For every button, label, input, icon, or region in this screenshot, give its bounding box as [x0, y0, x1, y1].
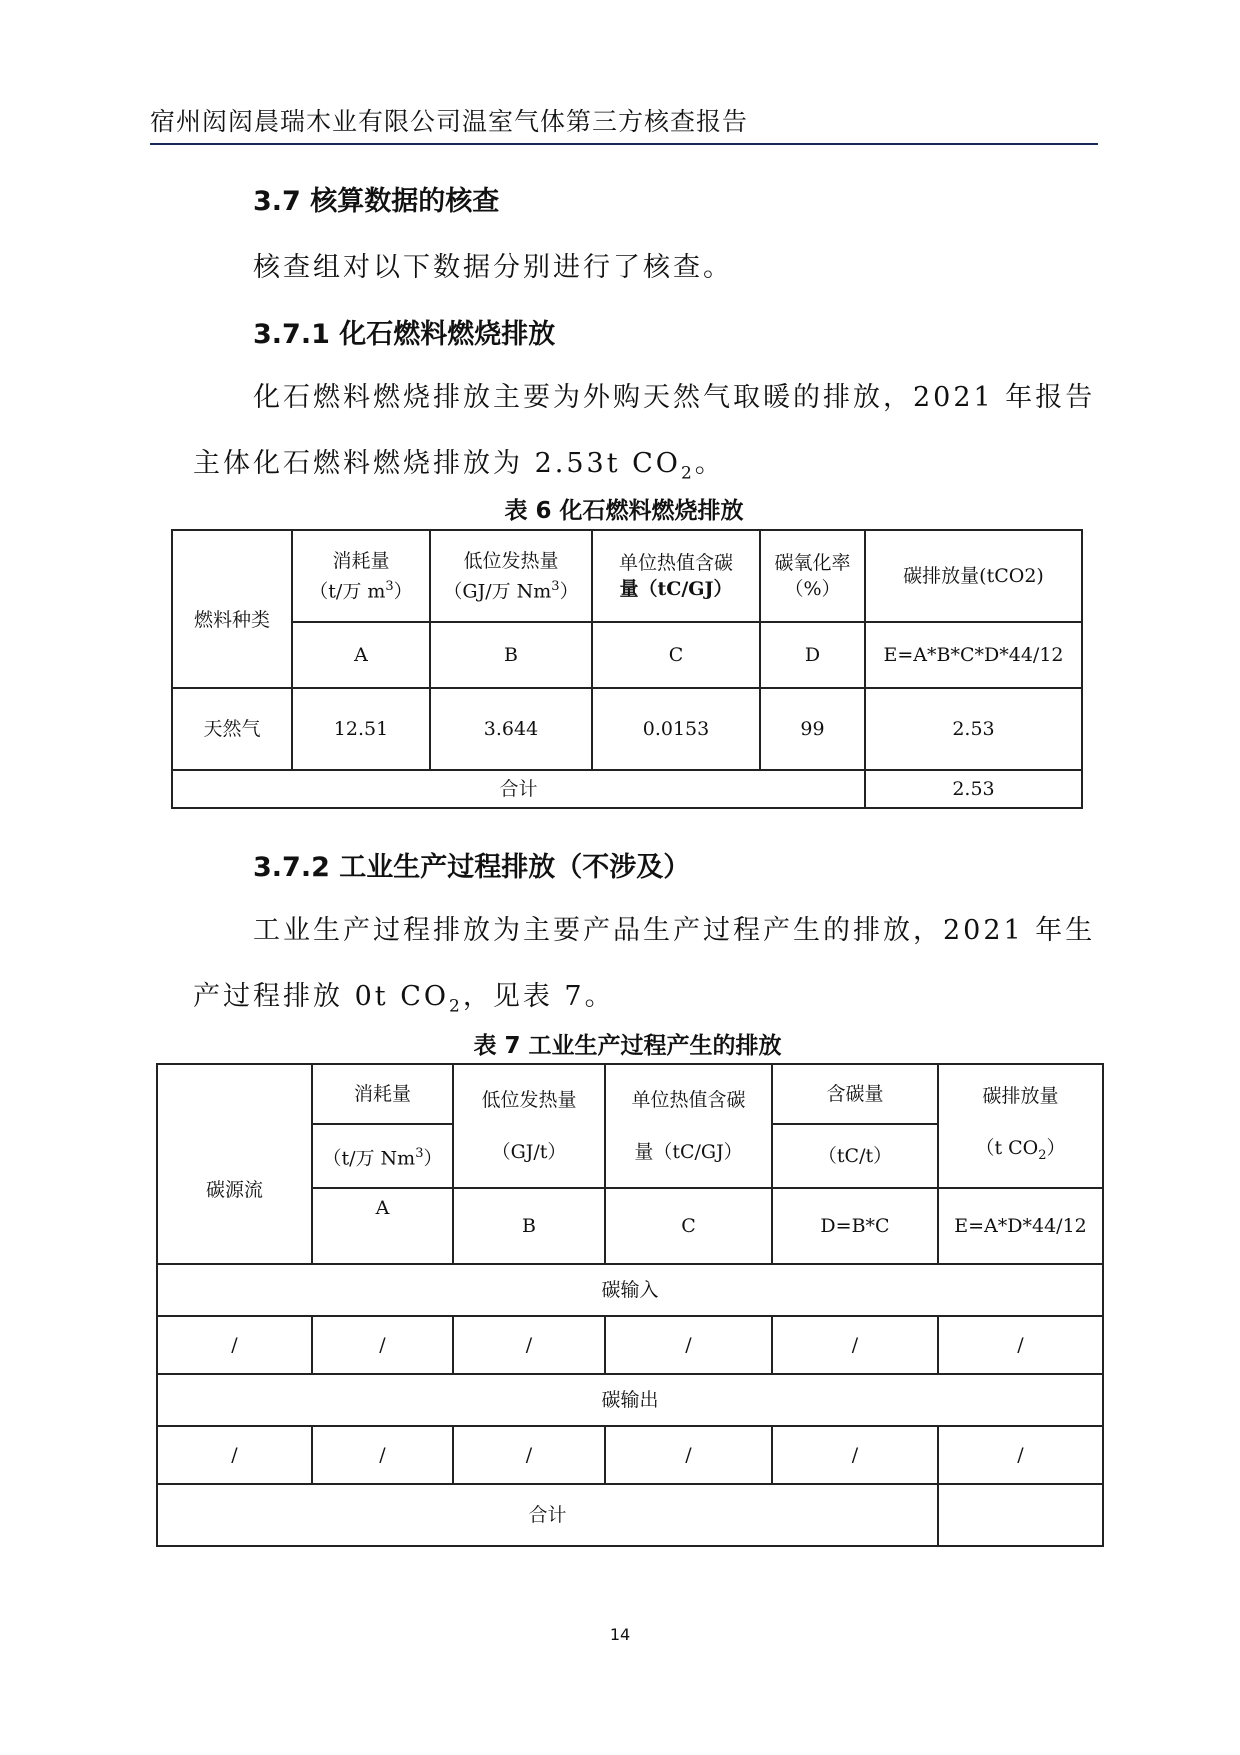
section-3-7-2-heading: 3.7.2 工业生产过程排放（不涉及）	[253, 852, 691, 883]
table7-carbon-input-label: 碳输入	[157, 1264, 1103, 1316]
table6-cell-a: 12.51	[292, 688, 430, 770]
table7-carbon-output-row	[157, 1426, 1103, 1484]
table7-code-c: C	[605, 1188, 772, 1264]
table7-output-cell: /	[453, 1426, 605, 1484]
table7-output-cell: /	[772, 1426, 938, 1484]
section-3-7-heading: 3.7 核算数据的核查	[253, 186, 500, 217]
section-3-7-1-heading: 3.7.1 化石燃料燃烧排放	[253, 319, 556, 350]
table6-header-carbon-content: 单位热值含碳 量（tC/GJ）	[592, 530, 760, 622]
table7-output-cell: /	[605, 1426, 772, 1484]
table7-input-cell: /	[772, 1316, 938, 1374]
table6-caption: 表 6 化石燃料燃烧排放	[504, 498, 744, 524]
table6-header-emission: 碳排放量(tCO2)	[865, 530, 1082, 622]
table6-total-label: 合计	[172, 770, 865, 808]
table6-code-row	[172, 622, 1082, 688]
table7-header-carbon-amount-unit: （tC/t）	[772, 1124, 938, 1188]
table7-total-label: 合计	[157, 1484, 938, 1546]
section-3-7-2-paragraph-line2: 产过程排放 0t $CO_2$，见表 7。	[193, 981, 615, 1017]
table6-total-value: 2.53	[865, 770, 1082, 808]
table7-carbon-input-row	[157, 1316, 1103, 1374]
header-divider	[150, 143, 1098, 145]
table7-output-cell: /	[938, 1426, 1103, 1484]
table7-header-consumption: 消耗量	[312, 1064, 453, 1124]
table7-input-cell: /	[938, 1316, 1103, 1374]
table7-carbon-input-label-row	[157, 1264, 1103, 1316]
table6-cell-e: 2.53	[865, 688, 1082, 770]
table7-caption: 表 7 工业生产过程产生的排放	[473, 1033, 782, 1059]
table6-cell-c: 0.0153	[592, 688, 760, 770]
table6-code-c: C	[592, 622, 760, 688]
table7-input-cell: /	[312, 1316, 453, 1374]
table7-output-cell: /	[157, 1426, 312, 1484]
table6-total-row	[172, 770, 1082, 808]
table6-row-natural-gas	[172, 688, 1082, 770]
section-3-7-intro: 核查组对以下数据分别进行了核查。	[253, 252, 733, 283]
page-header: 宿州闳闳晨瑞木业有限公司温室气体第三方核查报告	[150, 107, 749, 136]
table6-code-e: E=A*B*C*D*44/12	[865, 622, 1082, 688]
table7-header-ncv: 低位发热量 （GJ/t）	[453, 1064, 605, 1188]
table6-header-oxidation: 碳氧化率 （%）	[760, 530, 865, 622]
table6	[171, 529, 1083, 809]
table7-code-a: A	[312, 1188, 453, 1264]
table6-header-ncv: 低位发热量 （GJ/万 Nm$^3$）	[430, 530, 592, 622]
table6-header-consumption: 消耗量 （t/万 $m^3$）	[292, 530, 430, 622]
table7-input-cell: /	[157, 1316, 312, 1374]
table7-carbon-output-label-row	[157, 1374, 1103, 1426]
table7-output-cell: /	[312, 1426, 453, 1484]
table6-code-d: D	[760, 622, 865, 688]
table7-header-source: 碳源流	[157, 1064, 312, 1264]
table7-header-carbon-amount: 含碳量	[772, 1064, 938, 1124]
table7-input-cell: /	[453, 1316, 605, 1374]
table7-carbon-output-label: 碳输出	[157, 1374, 1103, 1426]
table7-header-consumption-unit: （t/万 Nm$^3$）	[312, 1124, 453, 1188]
table7-header-row-1	[157, 1064, 1103, 1124]
section-3-7-1-paragraph-line2: 主体化石燃料燃烧排放为 2.53t $CO_2$。	[193, 448, 725, 484]
table7	[156, 1063, 1104, 1547]
table7-input-cell: /	[605, 1316, 772, 1374]
table7-code-e: E=A*D*44/12	[938, 1188, 1103, 1264]
page-number: 14	[609, 1625, 631, 1644]
table6-header-row	[172, 530, 1082, 622]
table6-cell-b: 3.644	[430, 688, 592, 770]
table7-header-carbon-content: 单位热值含碳 量（tC/GJ）	[605, 1064, 772, 1188]
table6-cell-d: 99	[760, 688, 865, 770]
table6-cell-fuel: 天然气	[172, 688, 292, 770]
section-3-7-1-paragraph-line1: 化石燃料燃烧排放主要为外购天然气取暖的排放，2021 年报告	[253, 382, 1096, 413]
table7-code-d: D=B*C	[772, 1188, 938, 1264]
table7-header-emission: 碳排放量 （t $CO_2$）	[938, 1064, 1103, 1188]
table6-code-a: A	[292, 622, 430, 688]
table7-total-row	[157, 1484, 1103, 1546]
section-3-7-2-paragraph-line1: 工业生产过程排放为主要产品生产过程产生的排放，2021 年生	[253, 915, 1096, 946]
table7-code-b: B	[453, 1188, 605, 1264]
table7-total-value	[938, 1484, 1103, 1546]
table6-code-b: B	[430, 622, 592, 688]
table6-header-fuel-type: 燃料种类	[172, 530, 292, 688]
